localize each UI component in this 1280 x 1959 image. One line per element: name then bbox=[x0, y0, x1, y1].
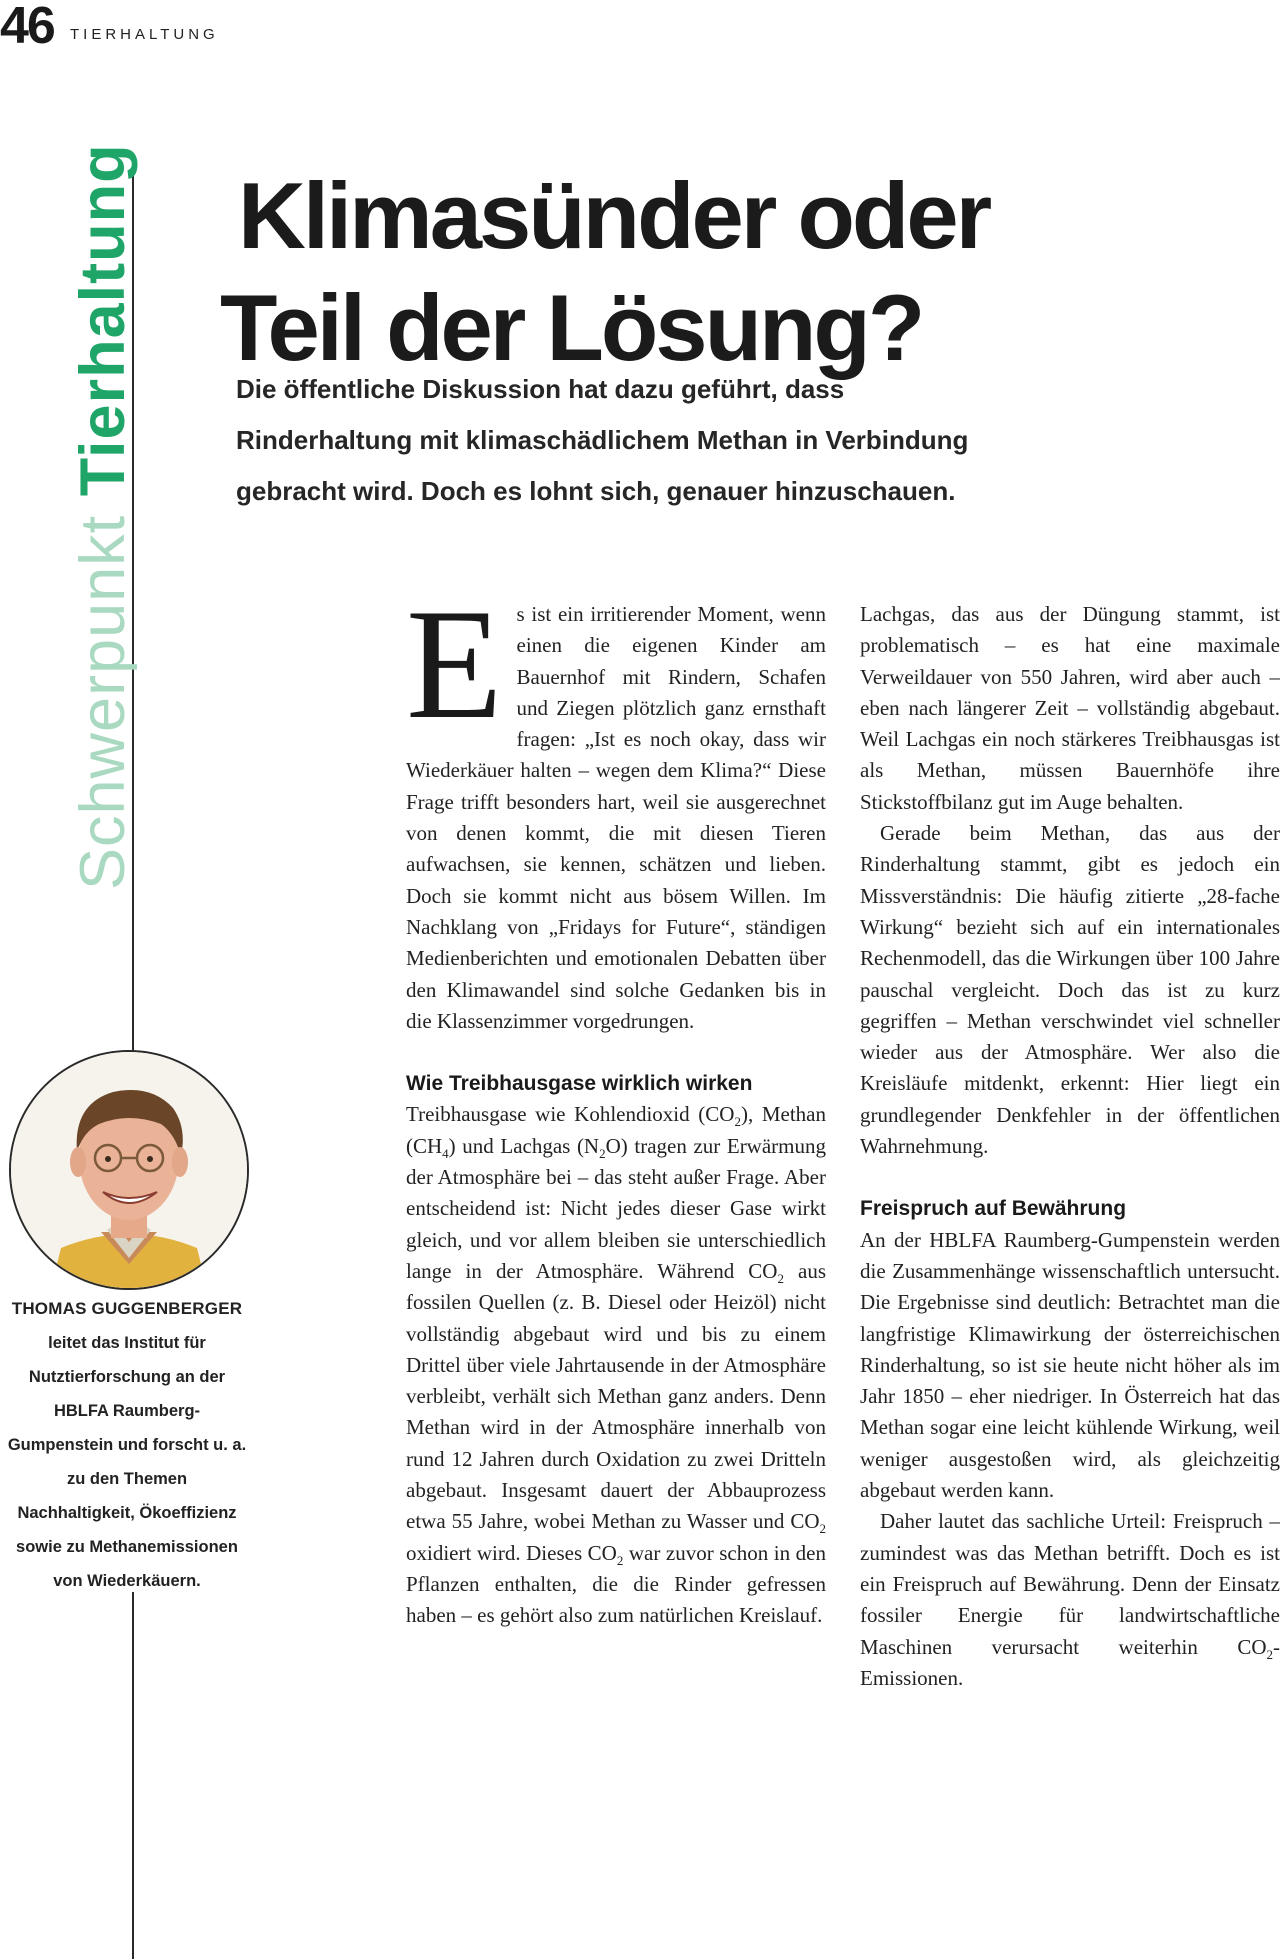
page-number: 46 bbox=[0, 0, 54, 55]
article-column-1 bbox=[406, 577, 826, 1632]
lead-paragraph: Die öffentliche Diskussion hat dazu geführt, dass Rinderhaltung mit klimaschädlichem Methan in Verbindung gebracht wird. Doch es lohnt sich, genauer hinzuschauen. bbox=[236, 374, 969, 506]
section-label-dark: Tierhaltung bbox=[68, 143, 138, 497]
article-paragraph-1: s ist ein irritierender Moment, wenn einen die eigenen Kinder am Bauernhof mit Rindern, Schafen und Ziegen plötzlich ganz ernsthaft fragen: „Ist es noch okay, dass wir Wiederkäuer halten – wegen dem Klima?“ Diese Frage trifft besonders hart, weil sie ausgerechnet von denen kommt, die mit diesen Tieren aufwachsen, sie kennen, schätzen und lieben. Doch sie kommt nicht aus bösem Willen. Im Nachklang von „Fridays for Future“, ständigen Medienberichten und emotionalen Debatten über den Klimawandel sind solche Gedanken bis in die Klassenzimmer vorgedrungen. bbox=[406, 602, 826, 1033]
headline bbox=[220, 160, 989, 384]
article-paragraph-2: Treibhausgase wie Kohlendioxid $(CO_2)$, Methan $(CH_4)$ und Lachgas $(N_2O)$ tragen zur Erwärmung der Atmosphäre bei – das steht außer Frage. Aber entscheidend ist: Nicht jedes dieser Gase wirkt gleich, und vor allem bleiben sie unterschiedlich lange in der Atmosphäre. Während $CO_2$ aus fossilen Quellen (z. B. Diesel oder Heizöl) nicht vollständig abgebaut wird und bis zu einem Drittel über viele Jahrtausende in der Atmosphäre verbleibt, verhält sich Methan ganz anders. Denn Methan wird in der Atmosphäre innerhalb von rund 12 Jahren durch Oxidation zu zwei Dritteln abgebaut. Insgesamt dauert der Abbauprozess etwa 55 Jahre, wobei Methan zu Wasser und $CO_2$ oxidiert wird. Dieses $CO_2$ war zuvor schon in den Pflanzen enthalten, die die Rinder gefressen haben – es gehört also zum natürlichen Kreislauf. bbox=[406, 1102, 826, 1628]
article-paragraph-3: Lachgas, das aus der Düngung stammt, ist problematisch – es hat eine maximale Verweildauer von 550 Jahren, wird aber auch – eben nach längerer Zeit – vollständig abgebaut. Weil Lachgas ein noch stärkeres Treibhausgas ist als Methan, müssen Bauernhöfe ihre Stickstoffbilanz gut im Auge behalten. bbox=[860, 602, 1280, 814]
author-portrait-illustration bbox=[11, 1052, 247, 1288]
headline-line-2: Teil der Lösung? bbox=[220, 275, 923, 380]
drop-cap: E bbox=[406, 577, 503, 752]
article-column-2 bbox=[860, 599, 1280, 1694]
subheading-acquittal: Freispruch auf Bewährung bbox=[860, 1197, 1127, 1221]
article-paragraph-6: Daher lautet das sachliche Urteil: Freispruch – zumindest was das Methan betrifft. Doch es ist ein Freispruch auf Bewährung. Denn der Einsatz fossiler Energie für landwirtschaftliche Maschinen verursacht weiterhin $CO_2$-Emissionen. bbox=[860, 1509, 1280, 1690]
author-name: THOMAS GUGGENBERGER bbox=[11, 1299, 243, 1318]
article-paragraph-5: An der HBLFA Raumberg-Gumpenstein werden die Zusammenhänge wissenschaftlich untersucht. Die Ergebnisse sind deutlich: Betrachtet man die langfristige Klimawirkung der österreichischen Rinderhaltung, so ist sie heute nicht höher als im Jahr 1850 – eher niedriger. In Österreich hat das Methan sogar eine leicht kühlende Wirkung, weil weniger ausgestoßen wird, als gleichzeitig abgebaut werden kann. bbox=[860, 1227, 1280, 1503]
author-bio: leitet das Institut für Nutztierforschung an der HBLFA Raumberg-Gumpenstein und forscht u. a. zu den Themen Nachhaltigkeit, Ökoeffizienz sowie zu Methanemissionen von Wiederkäuern. bbox=[7, 1334, 247, 1590]
article-paragraph-4: Gerade beim Methan, das aus der Rinderhaltung stammt, gibt es jedoch ein Missverständnis: Die häufig zitierte „28-fache Wirkung“ bezieht sich auf ein internationales Rechenmodell, das die Wirkungen über 100 Jahre pauschal vergleicht. Doch das ist zu kurz gegriffen – Methan verschwindet viel schneller wieder aus der Atmosphäre. Wer also die Kreisläufe mitdenkt, erkennt: Hier liegt ein grundlegender Denkfehler in der öffentlichen Wahrnehmung. bbox=[860, 821, 1280, 1159]
section-label-light: Schwerpunkt bbox=[68, 496, 138, 890]
running-head: TIERHALTUNG bbox=[70, 26, 219, 43]
author-caption bbox=[6, 1292, 248, 1598]
headline-line-1: Klimasünder oder bbox=[238, 163, 990, 268]
author-portrait bbox=[9, 1050, 249, 1290]
subheading-greenhouse-gases: Wie Treibhausgase wirklich wirken bbox=[406, 1072, 753, 1096]
section-label bbox=[68, 143, 138, 890]
vertical-divider-bottom bbox=[132, 1592, 134, 1959]
